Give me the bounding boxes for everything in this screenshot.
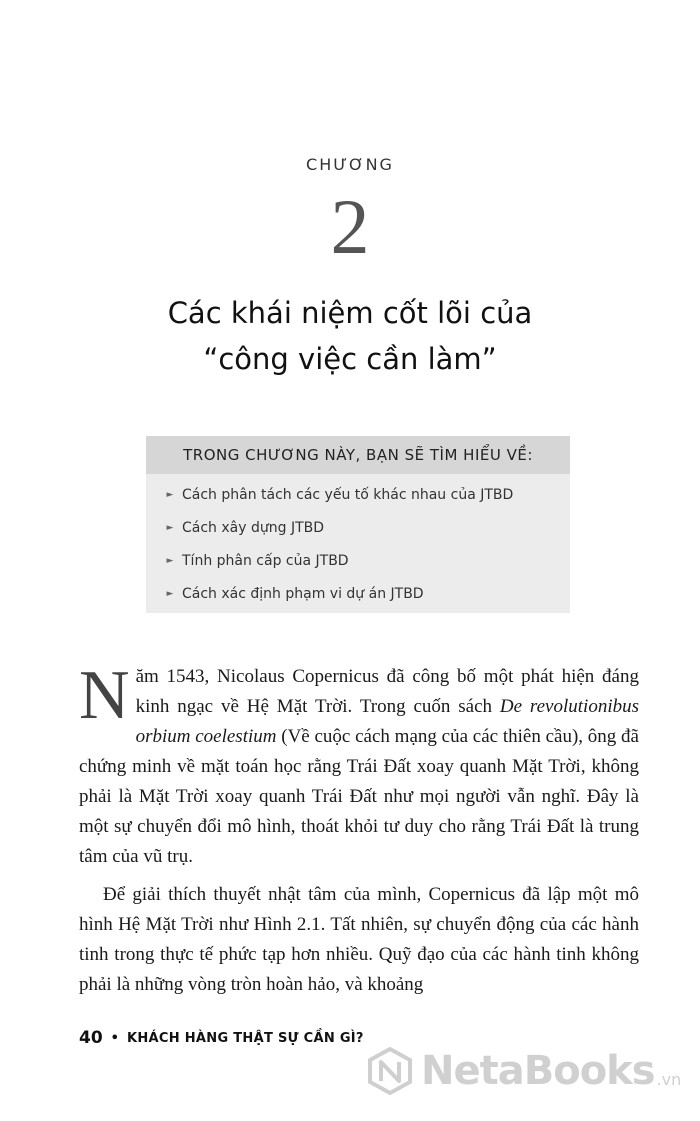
list-item-text: Cách phân tách các yếu tố khác nhau của JTBD — [182, 486, 514, 503]
watermark — [365, 1046, 681, 1096]
page-footer — [79, 1028, 364, 1048]
list-item-text: Tính phân cấp của JTBD — [182, 552, 349, 569]
book-title-italic: De revolutionibus orbium coelestium — [135, 696, 640, 747]
list-item-text: Cách xây dựng JTBD — [182, 519, 325, 536]
page-number: 40 — [79, 1028, 103, 1048]
list-item — [146, 544, 570, 577]
list-item — [146, 511, 570, 544]
bullet-arrow-icon: ► — [166, 555, 174, 566]
watermark-brand: NetaBooks — [421, 1048, 655, 1094]
footer-separator: • — [110, 1030, 119, 1046]
watermark-suffix: .vn — [656, 1069, 682, 1089]
paragraph-2: Để giải thích thuyết nhật tâm của mình, Copernicus đã lập một mô hình Hệ Mặt Trời như Hình 2.1. Tất nhiên, sự chuyển động của các hành tinh trong thực tế phức tạp hơn nhiều. Quỹ đạo của các hành tinh không phải là những vòng tròn hoàn hảo, và khoảng — [79, 884, 639, 995]
paragraph-1-text-b: (Về cuộc cách mạng của các thiên cầu), ông đã chứng minh về mặt toán học rằng Trái Đất xoay quanh Mặt Trời, không phải là Mặt Trời xoay quanh Trái Đất như mọi người vẫn nghĩ. Đây là một sự chuyển đổi mô hình, thoát khỏi tư duy cho rằng Trái Đất là trung tâm của vũ trụ. — [79, 726, 639, 867]
chapter-label: CHƯƠNG — [306, 155, 394, 174]
bullet-arrow-icon: ► — [166, 522, 174, 533]
objectives-header: TRONG CHƯƠNG NÀY, BẠN SẼ TÌM HIỂU VỀ: — [146, 436, 570, 474]
chapter-title-line-2: “công việc cần làm” — [203, 342, 497, 376]
chapter-title — [0, 290, 700, 382]
drop-cap: N — [79, 657, 130, 734]
bullet-arrow-icon: ► — [166, 588, 174, 599]
bullet-arrow-icon: ► — [166, 489, 174, 500]
running-title: KHÁCH HÀNG THẬT SỰ CẦN GÌ? — [126, 1030, 364, 1046]
paragraph-1 — [79, 657, 640, 872]
chapter-objectives-box — [146, 436, 570, 613]
list-item-text: Cách xác định phạm vi dự án JTBD — [182, 585, 424, 602]
chapter-title-line-1: Các khái niệm cốt lõi của — [167, 296, 533, 330]
paragraph-1-text-a: ăm 1543, Nicolaus Copernicus đã công bố một phát hiện đáng kinh ngạc về Hệ Mặt Trời. Trong cuốn sách — [135, 666, 639, 717]
netabooks-logo-icon — [365, 1046, 415, 1096]
chapter-number: 2 — [330, 183, 370, 270]
body-text — [79, 657, 640, 1008]
list-item — [146, 577, 570, 610]
list-item — [146, 478, 570, 511]
objectives-list — [146, 474, 570, 610]
